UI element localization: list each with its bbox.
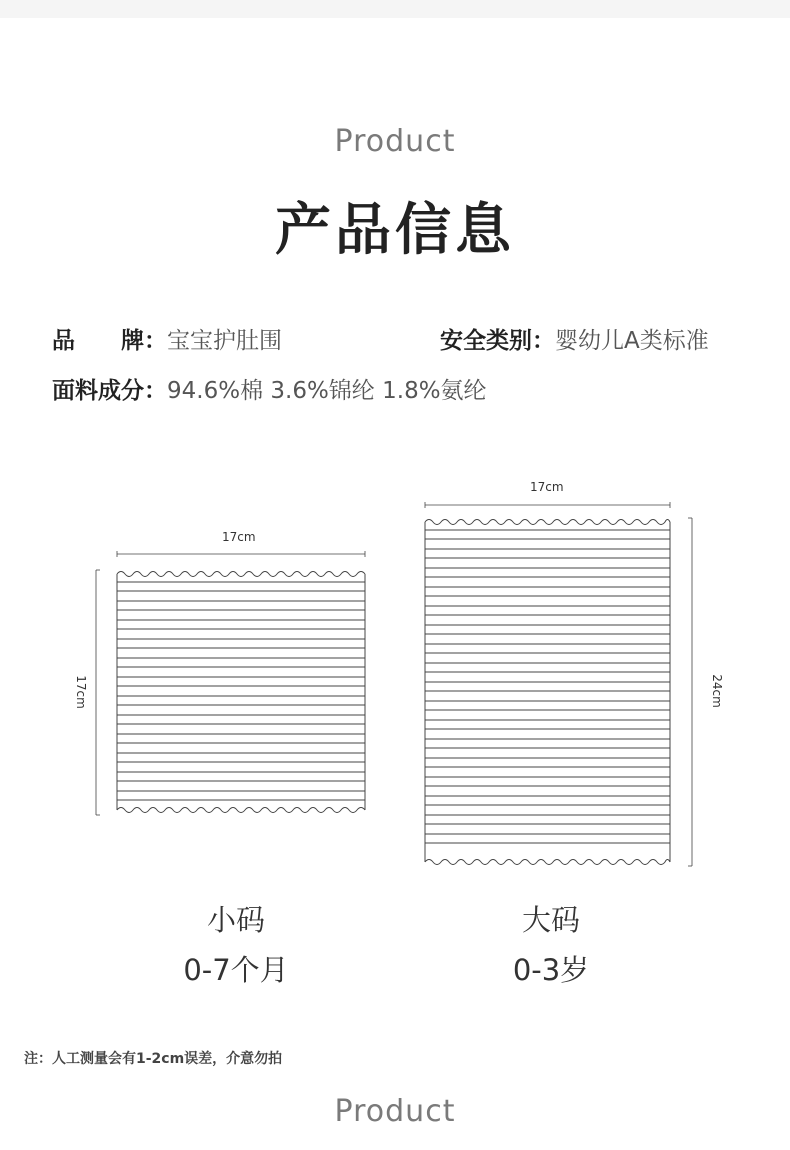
- small-garment-top-edge: [117, 572, 365, 577]
- large-garment-top-edge: [425, 520, 670, 525]
- large-size-age: 0-3岁: [512, 953, 590, 987]
- large-width-label: 17cm: [530, 480, 564, 494]
- small-height-label: 17cm: [73, 675, 88, 709]
- measurement-note: 注：人工测量会有1-2cm误差，介意勿拍: [24, 1051, 283, 1067]
- large-garment-bottom-edge: [425, 860, 670, 865]
- spec-brand-value: 宝宝护肚围: [167, 328, 282, 354]
- section-title-en: Product: [334, 124, 456, 159]
- spec-brand-label: 品 牌：: [52, 328, 167, 354]
- spec-safety-label: 安全类别：: [440, 328, 555, 354]
- small-garment-bottom-edge: [117, 808, 365, 813]
- spec-fabric-label: 面料成分：: [52, 378, 167, 404]
- small-size-age: 0-7个月: [183, 953, 289, 987]
- large-height-label: 24cm: [709, 674, 724, 708]
- footer-title-en: Product: [334, 1094, 456, 1129]
- section-title-cn: 产品信息: [275, 198, 515, 263]
- small-width-label: 17cm: [222, 530, 256, 544]
- spec-safety-value: 婴幼儿A类标准: [555, 328, 709, 354]
- small-size-name: 小码: [206, 903, 265, 937]
- large-size-name: 大码: [521, 903, 580, 937]
- spec-fabric-value: 94.6%棉 3.6%锦纶 1.8%氨纶: [167, 378, 487, 404]
